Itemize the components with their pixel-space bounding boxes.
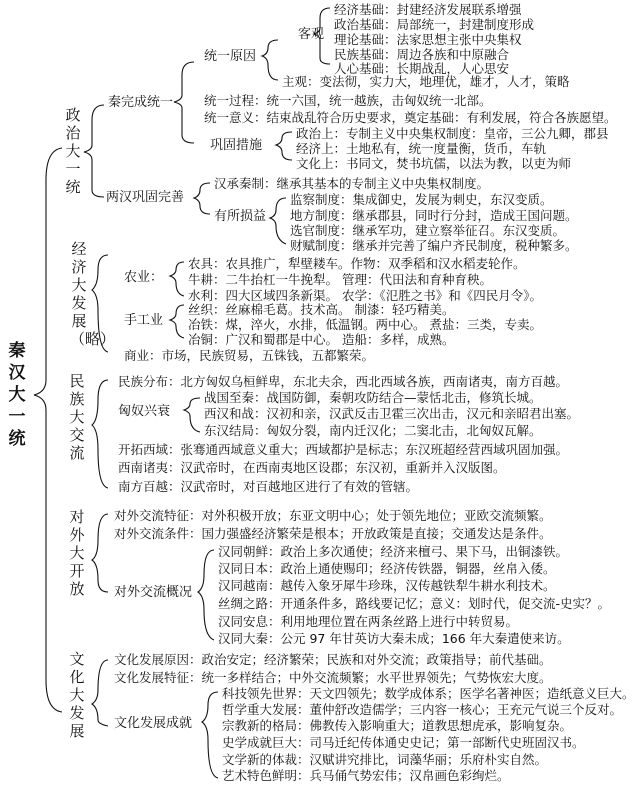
politics-reasons: 统一原因 [204, 49, 257, 64]
ethnic-distribution: 民族分布：北方匈奴乌桓鲜卑，东北夫余，西北西域各族，西南诸夷，南方百越。 [118, 374, 569, 389]
agri-item: 牛耕：二牛抬杠一牛挽犁。 管理：代田法和育种育秧。 [188, 272, 492, 287]
objective-item: 经济基础：封建经济发展联系增强 [334, 2, 522, 17]
foreign-item: 汉同日本：政治上通使赐印；经济传铁器，铜器，丝帛入倭。 [218, 561, 556, 576]
culture-item: 史学成就巨大：司马迁纪传体通史史记；第一部断代史班固汉书。 [222, 735, 585, 750]
foreign-conditions: 对外交流条件：国力强盛经济繁荣是根本；开放政策是直接；交通发达是条件。 [114, 526, 552, 541]
culture-item: 文学新的体裁：汉赋讲究排比，词藻华丽；乐府朴实自然。 [222, 752, 548, 767]
section-foreign-title: 对外大开放 [69, 508, 85, 598]
culture-features: 文化发展特征：统一多样结合；中外交流频繁；水平世界领先；气势恢宏大度。 [114, 670, 552, 685]
agri-item: 水利：四大区域四条新渠。 农学：《氾胜之书》和《四民月令》。 [188, 288, 542, 303]
objective-item: 理论基础：法家思想主张中央集权 [334, 32, 522, 47]
craft-item: 冶铁：煤，淬火，水排，低温钢。两中心。 煮盐：三类，专卖。 [188, 317, 542, 332]
ethnic-western-regions: 开拓西域：张骞通西域意义重大；西域都护是标志；东汉班超经营西域巩固加强。 [118, 442, 569, 457]
measure-item: 政治上：专制主义中央集权制度：皇帝，三公九卿，郡县 [296, 126, 609, 141]
foreign-item: 丝绸之路：开通条件多，路线要记忆；意义：划时代，促交流-史实？。 [218, 596, 611, 611]
agri-item: 农具：农具推广，犁壁耧车。作物：双季稻和汉水稻麦轮作。 [188, 256, 526, 271]
politics-subjective: 主观：变法彻，实力大，地理优，雄才，人才，策略 [282, 74, 570, 89]
adjust-item: 财赋制度：继承并完善了编户齐民制度，税种繁多。 [290, 238, 578, 253]
culture-achievements: 文化发展成就 [114, 716, 193, 731]
objective-item: 政治基础：局部统一，封建制度形成 [334, 17, 535, 32]
adjust-item: 地方制度：继承郡县，同时行分封，造成王国问题。 [290, 208, 578, 223]
xiongnu-war-defense: 战国至秦：战国防御，秦朝攻防结合—蒙恬北击，修筑长城。 [204, 390, 542, 405]
ethnic-southwest: 西南诸夷：汉武帝时，在西南夷地区设郡；东汉初，重新并入汉版图。 [118, 460, 506, 475]
objective-item: 民族基础：周边各族和中原融合 [334, 47, 510, 62]
economy-commerce: 商业：市场，民族贸易，五铢钱，五都繁荣。 [124, 348, 375, 363]
measure-item: 经济上：土地私有，统一度量衡，货币，车轨 [296, 141, 547, 156]
craft-item: 丝织：丝麻棉毛葛。技术高。 制漆：轻巧精美。 [188, 302, 455, 317]
section-politics-title: 政治大一统 [65, 106, 81, 196]
foreign-item: 汉同越南：越传入象牙犀牛珍珠，汉传越铁犁牛耕水利技术。 [218, 578, 556, 593]
adjust-item: 监察制度：集成御史，发展为刺史，东汉变质。 [290, 192, 553, 207]
politics-meaning: 统一意义：结束战乱符合历史要求，奠定基础：有利发展，符合各族愿望。 [204, 110, 617, 125]
ethnic-xiongnu: 匈奴兴衰 [118, 404, 171, 419]
objective-item: 人心基础：长期战乱，人心思安 [334, 61, 510, 76]
politics-process: 统一过程：统一六国，统一越族，击匈奴统一北部。 [204, 93, 492, 108]
politics-measures: 巩固措施 [210, 138, 263, 153]
section-economy-title: 经济大发展（略） [70, 240, 116, 348]
root-title: 秦汉大一统 [8, 341, 26, 449]
foreign-item: 汉同朝鲜：政治上多次通使；经济来檀弓、果下马，出铜漆铁。 [218, 544, 569, 559]
foreign-features: 对外交流特征：对外积极开放；东亚文明中心；处于领先地位；亚欧交流频繁。 [114, 508, 552, 523]
culture-item: 宗教新的格局：佛教传入影响重大；道教思想虎承，影响复杂。 [222, 718, 573, 733]
politics-han-consolidation: 两汉巩固完善 [106, 190, 185, 205]
foreign-overview: 对外交流概况 [114, 585, 193, 600]
xiongnu-west-han: 西汉和战：汉初和亲，汉武反击卫霍三次出击，汉元和亲昭君出塞。 [204, 406, 580, 421]
foreign-item: 汉同大秦：公元 97 年甘英访大秦未成；166 年大秦遣使来访。 [218, 631, 570, 646]
culture-item: 艺术特色鲜明：兵马俑气势宏伟；汉帛画色彩绚烂。 [222, 768, 510, 783]
ethnic-baiyue: 南方百越：汉武帝时，对百越地区进行了有效的管辖。 [118, 479, 419, 494]
culture-reasons: 文化发展原因：政治安定；经济繁荣；民族和对外交流；政策指导；前代基础。 [114, 652, 552, 667]
politics-han-adjust: 有所损益 [214, 209, 267, 224]
culture-item: 科技领先世界：天文四领先；数学成体系；医学名著神医；造纸意义巨大。 [222, 686, 635, 701]
section-ethnic-title: 民族大交流 [69, 372, 85, 462]
craft-item: 冶铜：广汉和蜀郡是中心。 造船：多样，成熟。 [188, 332, 455, 347]
culture-item: 哲学重大发展：董仲舒改造儒学；三内容一核心；王充元气说三个反对。 [222, 702, 623, 717]
economy-handicraft: 手工业 [124, 313, 164, 328]
measure-item: 文化上：书同文，焚书坑儒，以法为教，以吏为师 [296, 156, 572, 171]
adjust-item: 选官制度：继承军功，建立察举征召。东汉变质。 [290, 223, 566, 238]
section-culture-title: 文化大发展 [69, 650, 85, 740]
foreign-item: 汉同安息：利用地理位置在两条丝路上进行中转贸易。 [218, 614, 519, 629]
xiongnu-east-han: 东汉结局：匈奴分裂，南内迁汉化；二窦北击，北匈奴瓦解。 [204, 423, 542, 438]
economy-agriculture: 农业： [124, 270, 164, 285]
politics-han-inherit: 汉承秦制：继承其基本的专制主义中央集权制度。 [214, 176, 490, 191]
politics-qin-unification: 秦完成统一 [108, 95, 174, 110]
politics-objective: 客观 [298, 27, 325, 42]
